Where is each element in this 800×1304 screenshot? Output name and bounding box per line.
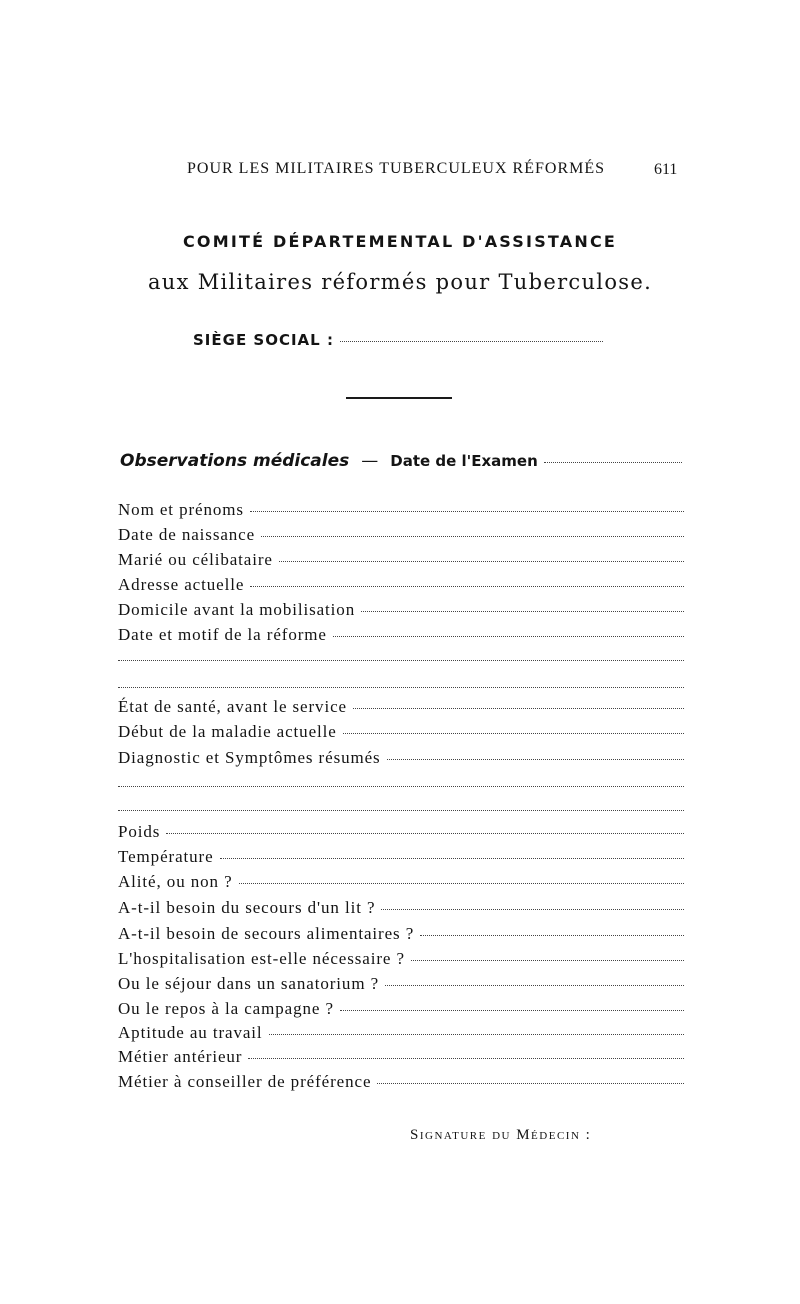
field-blank[interactable] xyxy=(333,636,684,637)
field-label: Adresse actuelle xyxy=(118,575,245,594)
field-blank[interactable] xyxy=(343,733,684,734)
field-blank[interactable] xyxy=(381,909,684,910)
field-blank[interactable] xyxy=(250,586,684,587)
seat-blank[interactable] xyxy=(340,341,603,342)
field-blank[interactable] xyxy=(279,561,684,562)
field-blank[interactable] xyxy=(340,1010,684,1011)
field-blank[interactable] xyxy=(166,833,684,834)
field-blank[interactable] xyxy=(220,858,684,859)
field-blank[interactable] xyxy=(239,883,684,884)
field-name xyxy=(118,500,684,520)
field-label: Poids xyxy=(118,822,161,841)
field-weight xyxy=(118,822,684,842)
field-blank[interactable] xyxy=(411,960,684,961)
blank-line[interactable] xyxy=(118,786,684,787)
field-blank[interactable] xyxy=(420,935,684,936)
field-domicile xyxy=(118,600,684,620)
field-marital-status xyxy=(118,550,684,570)
field-blank[interactable] xyxy=(248,1058,684,1059)
field-label: Température xyxy=(118,847,214,866)
field-sanatorium xyxy=(118,974,684,994)
field-bed-assistance xyxy=(118,898,684,918)
blank-line[interactable] xyxy=(118,810,684,811)
seat-label: SIÈGE SOCIAL : xyxy=(193,331,334,349)
field-label: Début de la maladie actuelle xyxy=(118,722,337,741)
field-work-aptitude xyxy=(118,1023,684,1043)
field-bedridden xyxy=(118,872,684,892)
field-discharge-reason xyxy=(118,625,684,645)
field-label: Marié ou célibataire xyxy=(118,550,273,569)
field-food-assistance xyxy=(118,924,684,944)
field-health-before-service xyxy=(118,697,684,717)
field-blank[interactable] xyxy=(377,1083,684,1084)
field-label: Ou le repos à la campagne ? xyxy=(118,999,334,1018)
exam-date-blank[interactable] xyxy=(544,462,682,463)
field-blank[interactable] xyxy=(250,511,684,512)
field-label: L'hospitalisation est-elle nécessaire ? xyxy=(118,949,405,968)
field-temperature xyxy=(118,847,684,867)
field-label: Domicile avant la mobilisation xyxy=(118,600,356,619)
seat-line xyxy=(193,331,603,349)
field-label: Aptitude au travail xyxy=(118,1023,263,1042)
field-address xyxy=(118,575,684,595)
observations-title: Observations médicales xyxy=(120,451,350,471)
field-label: Date de naissance xyxy=(118,525,256,544)
field-label: Diagnostic et Symptômes résumés xyxy=(118,748,381,767)
field-blank[interactable] xyxy=(353,708,684,709)
blank-line[interactable] xyxy=(118,660,684,661)
field-label: Nom et prénoms xyxy=(118,500,244,519)
field-previous-trade xyxy=(118,1047,684,1067)
field-label: A-t-il besoin de secours alimentaires ? xyxy=(118,924,415,943)
committee-subtitle: aux Militaires réformés pour Tuberculose. xyxy=(147,270,653,294)
blank-line[interactable] xyxy=(118,687,684,688)
field-blank[interactable] xyxy=(269,1034,684,1035)
signature-label: Signature du Médecin : xyxy=(410,1127,592,1143)
field-diagnosis xyxy=(118,748,684,768)
field-countryside-rest xyxy=(118,999,684,1019)
field-label: Date et motif de la réforme xyxy=(118,625,327,644)
running-title: POUR LES MILITAIRES TUBERCULEUX RÉFORMÉS xyxy=(187,160,606,177)
field-label: Ou le séjour dans un sanatorium ? xyxy=(118,974,380,993)
field-illness-onset xyxy=(118,722,684,742)
field-label: Alité, ou non ? xyxy=(118,872,233,891)
page-number: 611 xyxy=(654,161,678,178)
field-blank[interactable] xyxy=(387,759,684,760)
observations-line xyxy=(120,451,682,471)
field-recommended-trade xyxy=(118,1072,684,1092)
field-label: État de santé, avant le service xyxy=(118,697,347,716)
field-label: Métier antérieur xyxy=(118,1047,243,1066)
field-blank[interactable] xyxy=(261,536,684,537)
section-divider xyxy=(346,397,452,399)
field-label: Métier à conseiller de préférence xyxy=(118,1072,372,1091)
field-blank[interactable] xyxy=(361,611,684,612)
field-blank[interactable] xyxy=(385,985,684,986)
field-birthdate xyxy=(118,525,684,545)
observations-dash: — xyxy=(361,451,379,471)
field-hospitalisation xyxy=(118,949,684,969)
committee-title: COMITÉ DÉPARTEMENTAL D'ASSISTANCE xyxy=(182,232,618,251)
exam-date-label: Date de l'Examen xyxy=(390,452,538,470)
field-label: A-t-il besoin du secours d'un lit ? xyxy=(118,898,376,917)
